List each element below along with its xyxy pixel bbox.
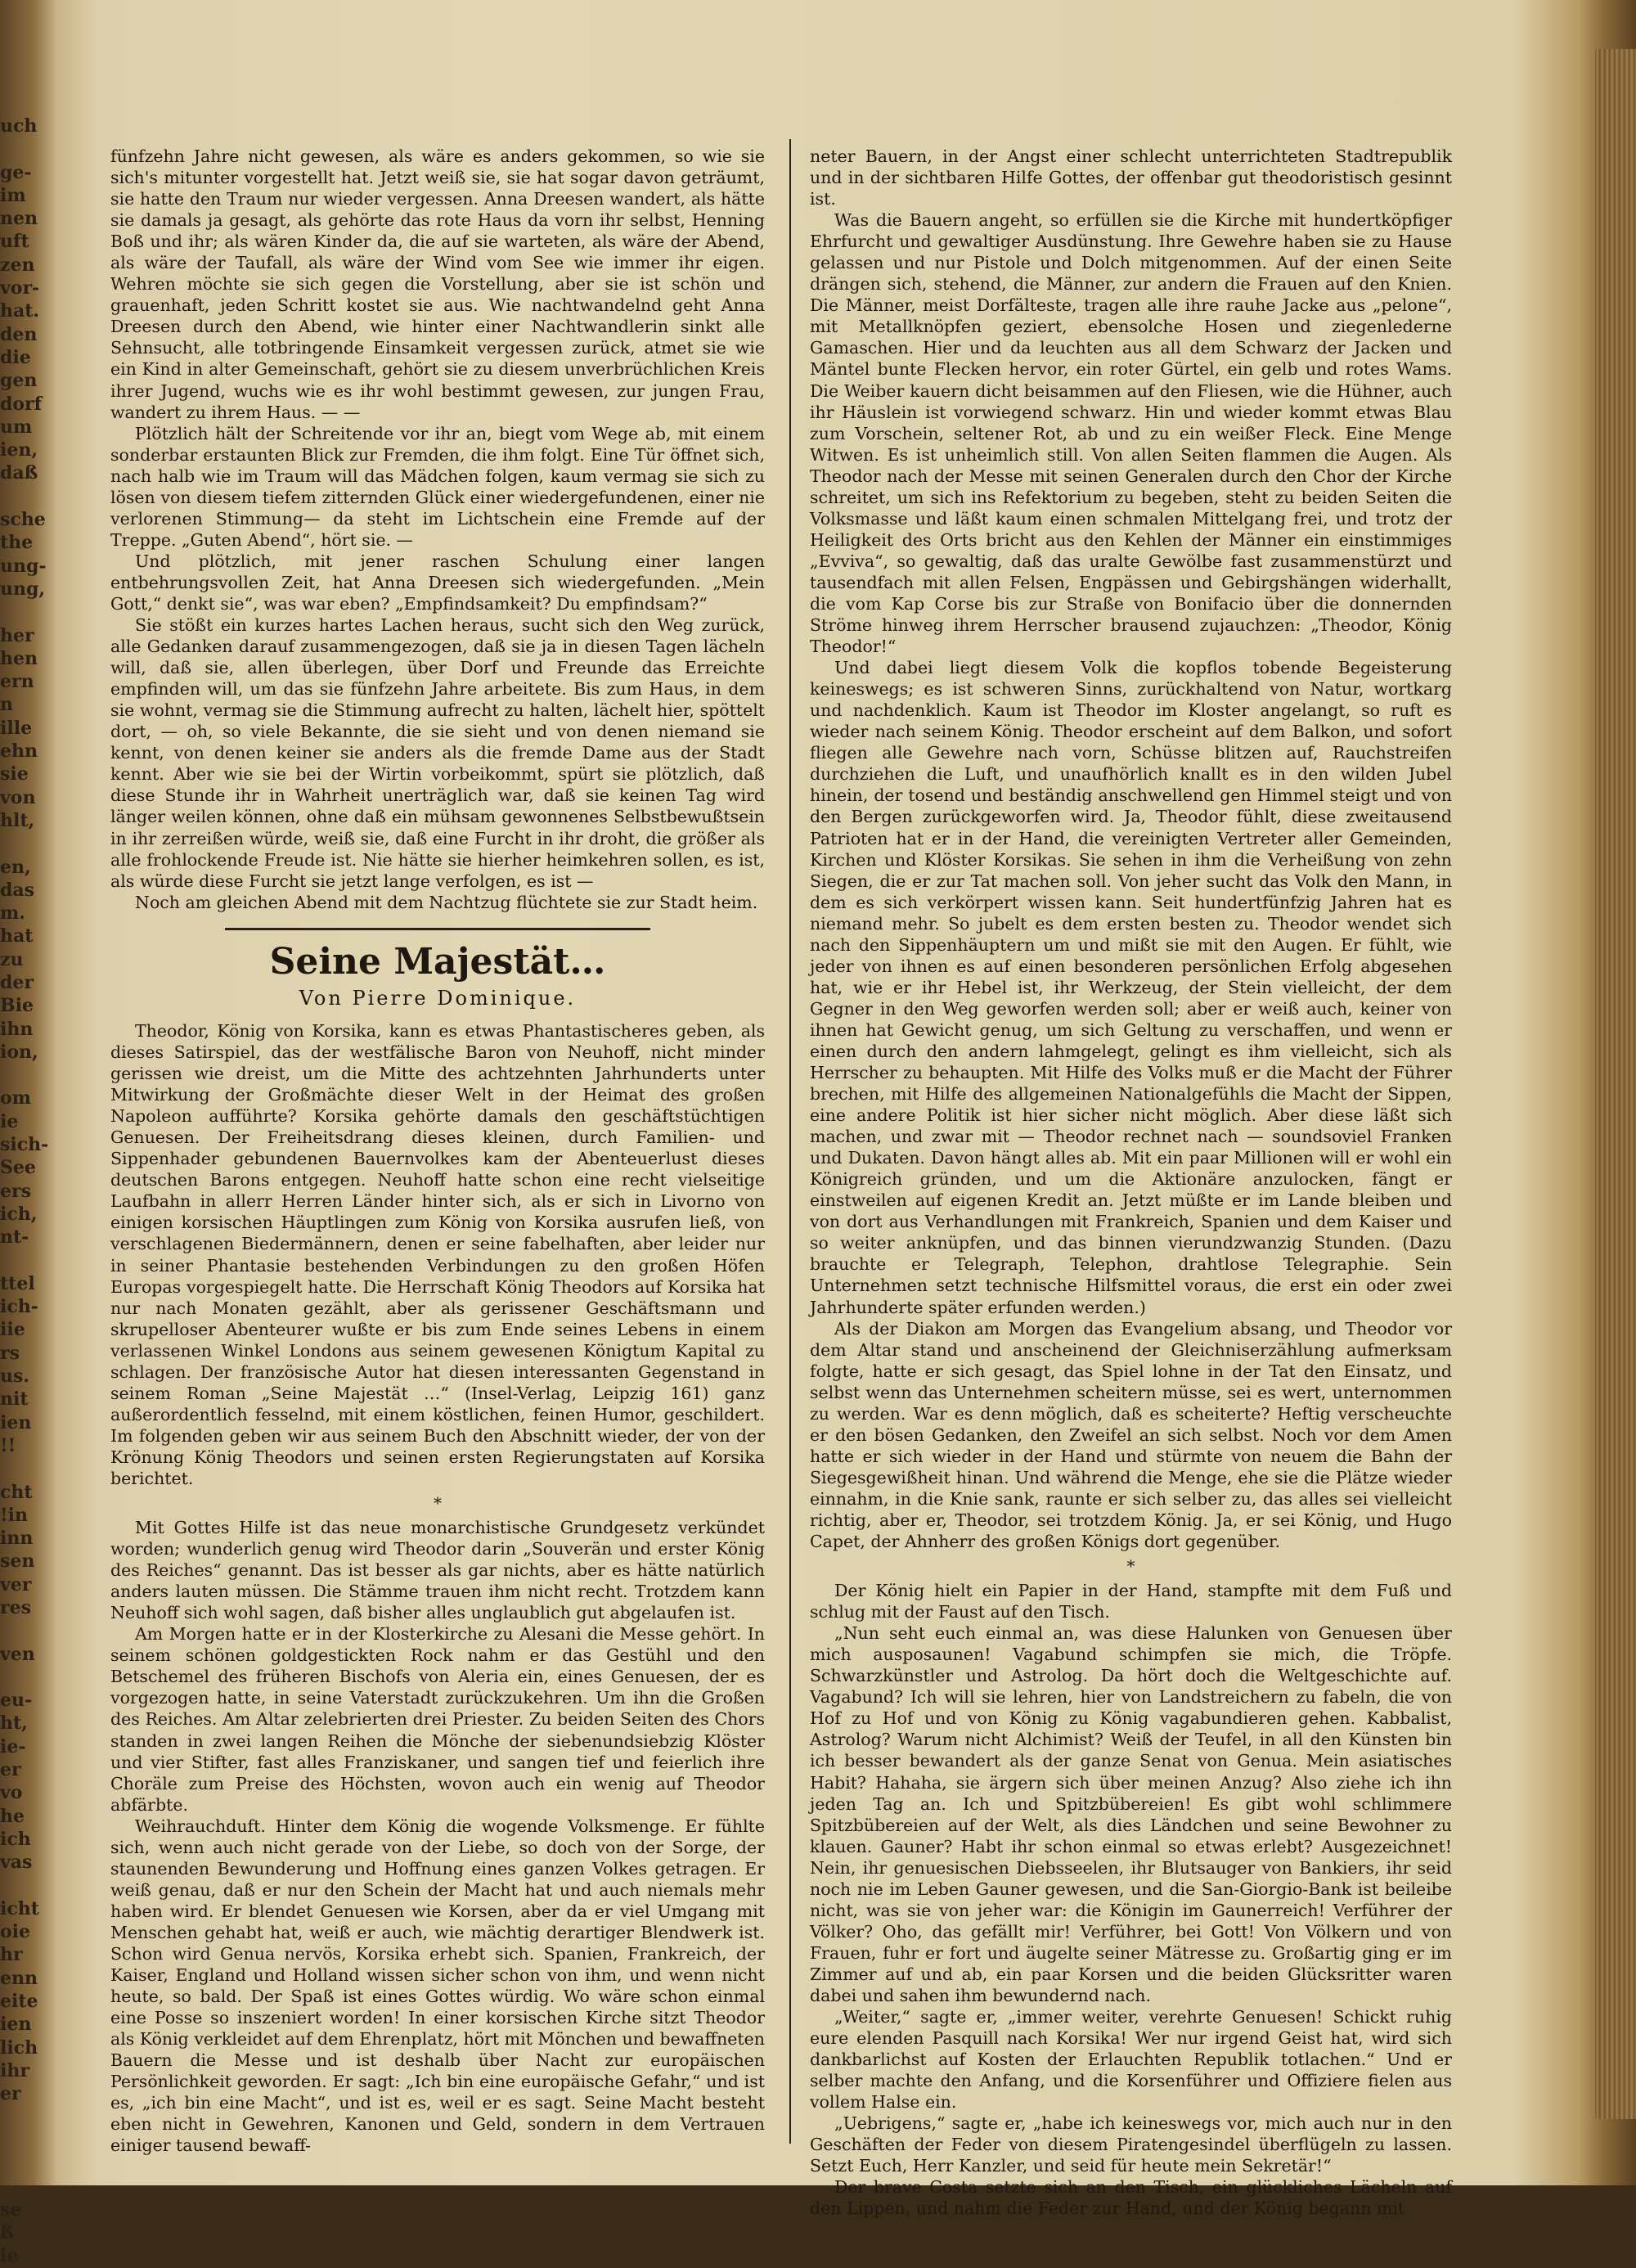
- bleed-fragment: nen: [0, 208, 38, 230]
- bleed-fragment: [0, 1666, 36, 1689]
- bleed-fragment: [0, 1064, 36, 1087]
- bleed-fragment: See: [0, 1157, 36, 1179]
- left-column-article: [110, 907, 765, 2156]
- bleed-fragment: ien: [0, 2014, 32, 2036]
- bleed-fragment: ihr: [0, 2059, 29, 2081]
- paragraph: Der brave Costa setzte sich an den Tisch, ein glückliches Lächeln auf den Lippen, und nahm die Feder zur Hand, und der König begann mit: [810, 2177, 1452, 2219]
- bleed-fragment: von: [0, 786, 36, 808]
- bleed-fragment: ie: [0, 1110, 19, 1132]
- paragraph: Noch am gleichen Abend mit dem Nachtzug flüchtete sie zur Stadt heim.: [135, 892, 758, 912]
- bleed-fragment: zu: [0, 948, 24, 970]
- bleed-fragment: lich: [0, 2036, 38, 2059]
- bleed-fragment: vo: [0, 1782, 23, 1804]
- paragraph: Mit Gottes Hilfe ist das neue monarchistische Grundgesetz verkündet worden; wunderlich genug wird Theodor darin „Souverän und erster König des Reiches“ genannt. Das ist besser als gar nichts, aber es hätte natürlich anders lauten müssen. Die Stämme trauen ihm nicht recht. Trotzdem kann Neuhoff sich wohl sagen, daß bisher alles unglaublich gut abgelaufen ist.: [110, 1518, 765, 1623]
- article-byline: Von Pierre Dominique.: [299, 987, 577, 1010]
- bleed-fragment: [0, 1874, 36, 1897]
- bleed-fragment: vas: [0, 1852, 33, 1874]
- bleed-fragment: ge-: [0, 161, 32, 183]
- paragraph: Und dabei liegt diesem Volk die kopflos tobende Begeisterung keineswegs; es ist schweren Sinns, zurückhaltend von Natur, wortkarg und nachdenklich. Kaum ist Theodor im Kloster angelangt, so ruft es wieder nach seinem König. Theodor erscheint auf dem Balkon, und sofort fliegen alle Gewehre nach vorn, Schüsse blitzen auf, Rauchstreifen durchziehen die Luft, und unaufhörlich knallt es in den wilden Jubel hinein, der tosend und beständig anschwellend gen Himmel steigt und von den Bergen zurückgeworfen wird. Ja, Theodor fühlt, diese zweitausend Patrioten hat er in der Hand, die vereinigten Vertreter aller Gemeinden, Kirchen und Klöster Korsikas. Sie sehen in ihm die Verheißung von zehn Siegen, die er zur Tat machen soll. Von jeher sucht das Volk den Mann, in dem es sich verkörpert wissen kann. Seit hundertfünfzig Jahren hat es niemand mehr. So jubelt es dem ersten besten zu. Theodor wendet sich nach den Sippenhäuptern um und mißt sie mit den Augen. Er fühlt, wie jeder von ihnen es auf einen besonderen persönlichen Erfolg abgesehen hat, wie er ihr Hebel ist, ihr Werkzeug, der Stein vielleicht, der dem Gegner in den Weg geworfen werden soll; aber er weiß auch, keiner von ihnen hat Gewicht genug, um sich Geltung zu verschaffen, und wenn er einen durch den andern lahmgelegt, gelingt es ihm vielleicht, sich als Herrscher zu behaupten. Mit Hilfe des Volks muß er die Macht der Führer brechen, mit Hilfe des allgemeinen Nationalgefühls die Macht der Sippen, eine andere Politik ist hier sicher nicht möglich. Aber diese läßt sich machen, und zwar mit — Theodor rechnet nach — soundsoviel Franken und Dukaten. Davon hängt alles ab. Mit ein paar Millionen will er wohl ein Königreich gründen, und um die Aktionäre anzulocken, fängt er einstweilen auf eigenen Kredit an. Jetzt müßte er im Lande bleiben und von dort aus Verhandlungen mit Frankreich, Spanien und dem Kaiser und so weiter anknüpfen, und das binnen vierundzwanzig Stunden. (Dazu brauchte er Telegraph, Telephon, drahtlose Telegraphie. Sein Unternehmen setzt technische Hilfsmittel voraus, die erst ein oder zwei Jahrhunderte später erfunden werden.): [810, 658, 1452, 1317]
- bleed-fragment: ich: [0, 1828, 31, 1850]
- book-edge: [1595, 49, 1636, 2119]
- bleed-fragment: inn: [0, 1528, 34, 1550]
- article-title: Seine Majestät…: [269, 941, 606, 983]
- left-column-top: [110, 146, 765, 912]
- bleed-fragment: sche: [0, 509, 46, 531]
- bleed-fragment: ven: [0, 1643, 35, 1665]
- bleed-fragment: eite: [0, 1991, 38, 2013]
- section-separator: *: [1126, 1556, 1135, 1577]
- bleed-fragment: er: [0, 2083, 21, 2105]
- adjacent-page-bleed: [0, 115, 49, 2267]
- bleed-fragment: iie: [0, 1319, 25, 1341]
- section-rule: [225, 928, 650, 930]
- bleed-fragment: [0, 485, 36, 508]
- bleed-fragment: hat.: [0, 300, 40, 322]
- bleed-fragment: im: [0, 184, 26, 206]
- bleed-fragment: he: [0, 1805, 25, 1827]
- bleed-fragment: [0, 2152, 36, 2175]
- bleed-fragment: hat: [0, 925, 34, 947]
- bleed-fragment: om: [0, 1087, 31, 1109]
- paragraph: Was die Bauern angeht, so erfüllen sie die Kirche mit hundertköpfiger Ehrfurcht und gewaltiger Ausdünstung. Ihre Gewehre haben sie zu Hause gelassen und nur Pistole und Dolch mitgenommen. Auf der einen Seite drängen sich, stehend, die Männer, zur andern die Frauen auf den Knien. Die Männer, meist Dorfälteste, tragen alle ihre rauhe Jacke aus „pelone“, mit Metallknöpfen geziert, ebensolche Hosen und ziegenlederne Gamaschen. Hier und da leuchten aus all dem Schwarz der Jacken und Mäntel bunte Flecken hervor, ein roter Gürtel, ein gelb und rotes Wams. Die Weiber kauern dicht beisammen auf den Fliesen, wie die Hühner, auch ihr Häuslein ist vorwiegend schwarz. Hin und wieder kommt etwas Blau zum Vorschein, seltener Rot, ab und zu ein weißer Fleck. Eine Menge Witwen. Es ist unheimlich still. Von allen Seiten flammen die Augen. Als Theodor nach der Messe mit seinen Generalen durch den Chor der Kirche schreitet, um sich ins Refektorium zu begeben, steht zu beiden Seiten die Volksmasse und läßt kaum einen schmalen Mittelgang frei, und trotz der Heiligkeit des Orts bricht aus den Kehlen der Männer ein einstimmiges „Evviva“, so gewaltig, daß das uralte Gewölbe fast zusammenstürzt und tausendfach mit allen Felsen, Engpässen und Gebirgshängen widerhallt, die vom Kap Corse bis zur Straße von Bonifacio über die donnernden Ströme hinweg ihrem Herrscher brausend zujauchzen: „Theodor, König Theodor!“: [810, 210, 1452, 657]
- bleed-fragment: ß: [0, 2222, 14, 2244]
- bleed-fragment: eu-: [0, 1690, 33, 1712]
- paragraph: neter Bauern, in der Angst einer schlecht unterrichteten Stadtrepublik und in der sichtbaren Hilfe Gottes, der offenbar gut theodoristisch gesinnt ist.: [810, 146, 1452, 209]
- bleed-fragment: daß: [0, 462, 38, 484]
- section-separator: *: [434, 1493, 442, 1514]
- bleed-fragment: [0, 1619, 36, 1642]
- paragraph: Und plötzlich, mit jener raschen Schulung einer langen entbehrungsvollen Zeit, hat Anna Dreesen sich wiedergefunden. „Mein Gott,“ denkt sie“, was war eben? „Empfindsamkeit? Du empfindsam?“: [110, 551, 765, 614]
- bleed-fragment: er: [0, 1759, 21, 1781]
- paragraph: „Nun seht euch einmal an, was diese Halunken von Genuesen über mich ausposaunen! Vagabund schimpfen sie mich, die Tröpfe. Schwarzkünstler und Astrolog. Da hört doch die Weltgeschichte auf. Vagabund? Ich will sie lehren, hier von Landstreichern zu fabeln, die von Hof zu Hof und von König zu König vagabundieren gehen. Kabbalist, Astrolog? Warum nicht Alchimist? Weiß der Teufel, in all den Künsten bin ich besser bewandert als der ganze Senat von Genua. Mein asiatisches Habit? Hahaha, sie ärgern sich über meinen Anzug? Also ziehe ich ihn jeden Tag an. Ich und Spitzbübereien! Es gibt wohl schlimmere Spitzbübereien auf der Welt, als dies Ländchen und seine Bewohner zu klauen. Gauner? Habt ihr schon einmal so etwas erlebt? Ausgezeichnet! Nein, ihr genuesischen Diebsseelen, ihr Blutsauger von Bankiers, ihr seid noch nie im Leben Gauner gewesen, und die San-Giorgio-Bank ist beileibe nicht, was sie von jeher war: die Königin im Gaunerreich! Verführer der Völker? Oho, das gefällt mir! Verführer, bei Gott! Von Völkern und von Frauen, fuhr er fort und äugelte seiner Mätresse zu. Großartig ging er im Zimmer auf und ab, ein paar Korsen und die beiden Glücksritter waren dabei und sahen ihm bewundernd nach.: [810, 1623, 1452, 2005]
- bleed-fragment: ion,: [0, 1041, 38, 1063]
- bleed-fragment: Bie: [0, 995, 34, 1017]
- paragraph: Am Morgen hatte er in der Klosterkirche zu Alesani die Messe gehört. In seinem schönen goldgestickten Rock nahm er das Gestühl und den Betschemel des früheren Bischofs von Aleria ein, eines Genuesen, der es vorgezogen hatte, in seine Vaterstadt zurückzukehren. Um ihn die Großen des Reiches. Am Altar zelebrierten drei Priester. Zu beiden Seiten des Chors standen in zwei langen Reihen die Mönche der siebenundsiebzig Klöster und vier Stifter, fast alles Franziskaner, und sangen tief und feierlich ihre Choräle zum Preise des Höchsten, wovon auch ein wenig auf Theodor abfärbte.: [110, 1624, 765, 1815]
- paragraph: fünfzehn Jahre nicht gewesen, als wäre es anders gekommen, so wie sie sich's mitunter vorgestellt hat. Jetzt weiß sie, sie hat sogar davon geträumt, sie hatte den Traum nur wieder vergessen. Anna Dreesen wandert, als hätte sie damals ja gesagt, als gehörte das rote Haus da vorn ihr selbst, Henning Boß und ihr; als wären Kinder da, die auf sie warteten, als wäre der Abend, als wäre der Taufall, als wäre der Wind vom See wie immer ihr eigen. Wehren möchte sie sich gegen die Vorstellung, aber sie ist schön und grauenhaft, jeden Schritt kostet sie aus. Wie nachtwandelnd geht Anna Dreesen durch den Abend, wie hinter einer Nachtwandlerin sinkt alle Sehnsucht, alle totbringende Einsamkeit vergessen zurück, atmet sie wie ein Kind in alter Gemeinschaft, gehört sie zu diesem unverbrüchlichen Kreis ihrer Jugend, wuchs wie es ihr wohl bestimmt gewesen, zur jungen Frau, wandert zu ihrem Haus. — —: [110, 146, 765, 422]
- bleed-fragment: uch: [0, 115, 38, 137]
- bleed-fragment: ht,: [0, 1712, 28, 1735]
- bleed-fragment: [0, 2106, 36, 2129]
- bleed-fragment: ien,: [0, 439, 38, 461]
- bleed-fragment: ien: [0, 1411, 32, 1433]
- bleed-fragment: sen: [0, 1550, 35, 1573]
- bleed-fragment: !in: [0, 1504, 29, 1526]
- bleed-fragment: vor-: [0, 277, 40, 299]
- paragraph: Weihrauchduft. Hinter dem König die wogende Volksmenge. Er fühlte sich, wenn auch nicht gerade von der Liebe, so doch von der Sorge, der staunenden Bewunderung und Hoffnung eines ganzen Volkes getragen. Er weiß genau, daß er nur den Schein der Macht hat und auch niemals mehr haben wird. Er blendet Genuesen wie Korsen, aber da er viel Umgang mit Menschen gehabt hat, weiß er auch, wie mächtig derartiger Blendwerk ist. Schon wird Genua nervös, Korsika erhebt sich. Spanien, Frankreich, der Kaiser, England und Holland wissen sicher schon von ihm, und wenn nicht heute, so bald. Der Spaß ist eines Gottes würdig. Wo wäre schon einmal eine Posse so inszeniert worden! In einer korsischen Kirche sitzt Theodor als König verkleidet auf dem Ehrenplatz, hört mit Mönchen und bewaffneten Bauern die Messe und ist deshalb über Nacht zur europäischen Persönlichkeit geworden. Er sagt: „Ich bin eine europäische Gefahr,“ und ist es, „ich bin eine Macht“, und ist es, weil er es sagt. Seine Macht besteht eben nicht in Gewehren, Kanonen und Geld, sondern in dem Vertrauen einiger tausend bewaff-: [110, 1816, 765, 2156]
- bleed-fragment: ie: [0, 2245, 19, 2267]
- bleed-fragment: ich-: [0, 1296, 38, 1318]
- bleed-fragment: rs: [0, 1342, 20, 1364]
- bleed-fragment: sich-: [0, 1134, 49, 1156]
- bleed-fragment: hlt,: [0, 809, 35, 831]
- bleed-fragment: nt-: [0, 1226, 29, 1249]
- bleed-fragment: us.: [0, 1366, 30, 1388]
- bleed-fragment: [0, 601, 36, 623]
- bleed-fragment: cht: [0, 1481, 33, 1503]
- bleed-fragment: nit: [0, 1388, 29, 1411]
- bleed-fragment: ung-: [0, 555, 47, 577]
- bleed-fragment: [0, 137, 36, 160]
- bleed-fragment: ers: [0, 1180, 31, 1202]
- bleed-fragment: icht: [0, 1897, 39, 1919]
- bleed-fragment: n: [0, 694, 13, 716]
- bleed-fragment: ille: [0, 717, 33, 739]
- bleed-fragment: res: [0, 1597, 31, 1618]
- bleed-fragment: hen: [0, 647, 38, 669]
- paragraph: Sie stößt ein kurzes hartes Lachen heraus, sucht sich den Weg zurück, alle Gedanken darauf zusammengezogen, daß sie ja in diesen Tagen lächeln will, daß sie, allen überlegen, über Dorf und Freunde das Erreichte empfinden will, um das sie fünfzehn Jahre arbeitete. Bis zum Haus, in dem sie wohnt, vermag sie die Stimmung aufrecht zu halten, lächelt hier, spöttelt dort, — oh, so viele Bekannte, die sie sieht und von denen niemand sie kennt, von denen keiner sie anders als die fremde Dame aus der Stadt kennt. Aber wie sie bei der Wirtin vorbeikommt, spürt sie plötzlich, daß diese Stunde ihr in Wahrheit unerträglich war, daß sie keinen Tag wird länger weilen können, ohne daß ein mühsam gewonnenes Selbstbewußtsein in ihr zerreißen würde, weiß sie, daß eine Furcht in ihr droht, die größer als alle frohlockende Freude ist. Nie hätte sie hierher heimkehren sollen, es ist, als würde diese Furcht sie jetzt lange verfolgen, es ist —: [110, 615, 765, 891]
- paragraph: „Uebrigens,“ sagte er, „habe ich keineswegs vor, mich auch nur in den Geschäften der Feder von diesem Piratengesindel überflügeln zu lassen. Setzt Euch, Herr Kanzler, und seid für heute mein Sekretär!“: [810, 2113, 1452, 2176]
- bleed-fragment: ttel: [0, 1272, 35, 1294]
- bleed-fragment: enn: [0, 1967, 38, 1989]
- bleed-fragment: den: [0, 323, 38, 345]
- bleed-fragment: the: [0, 532, 34, 554]
- intro-paragraph: Theodor, König von Korsika, kann es etwas Phantastischeres geben, als dieses Satirspiel, das der westfälische Baron von Neuhoff, nicht minder gerissen wie dreist, um die Mitte des achtzehnten Jahrhunderts unter Mitwirkung der Großmächte dieser Welt in der Heimat des großen Napoleon aufführte? Korsika gehörte damals den geschäftstüchtigen Genuesen. Der Freiheitsdrang dieses kleinen, durch Familien- und Sippenhader gebundenen Bauernvolkes kam der Abenteuerlust dieses deutschen Barons entgegen. Neuhoff hatte schon eine recht vielseitige Laufbahn in allerr Herren Länder hinter sich, als er sich in Livorno von einigen korsischen Häuptlingen zum König von Korsika ausrufen ließ, von verschlagenen Biedermännern, denen er seine fabelhaften, aber leider nur in seiner Phantasie bestehenden Verbindungen zu den großen Höfen Europas vorgespiegelt hatte. Die Herrschaft König Theodors auf Korsika hat nur nach Monaten gezählt, aber als gerissener Geschäftsmann und skrupelloser Abenteurer wußte er bis zum Ende seines Lebens in einem verlassenen Winkel Londons aus seinem gewesenen Königtum Kapital zu schlagen. Der französische Autor hat diesen interessanten Gegenstand in seinem Roman „Seine Majestät …“ (Insel-Verlag, Leipzig 161) ganz außerordentlich fesselnd, mit einem köstlichen, feinen Humor, geschildert. Im folgenden geben wir aus seinem Buch den Abschnitt wieder, der von der Krönung König Theodors und seinen ersten Regierungstaten auf Korsika berichtet.: [110, 1021, 765, 1488]
- paragraph: „Weiter,“ sagte er, „immer weiter, verehrte Genuesen! Schickt ruhig eure elenden Pasquill nach Korsika! Wer nur irgend Geist hat, wird sich dankbarlichst auf Kosten der Erlauchten Republik totlachen.“ Und er selber machte den Anfang, und die Korsenführer und Offiziere fielen aus vollem Halse ein.: [810, 2007, 1452, 2113]
- paragraph: Als der Diakon am Morgen das Evangelium absang, und Theodor vor dem Altar stand und anscheinend der Gleichniserzählung aufmerksam folgte, hatte er sich gesagt, das Spiel lohne in der Tat den Einsatz, und selbst wenn das Unternehmen scheitern müsse, sei es wert, unternommen zu werden. War es denn möglich, daß es scheiterte? Heftig verscheuchte er den bösen Gedanken, den Zweifel an sich selbst. Noch vor dem Amen hatte er sich wieder in der Hand und stürmte von neuem die Bahn der Siegesgewißheit hinan. Und während die Menge, ehe sie die Plätze wieder einnahm, in die Knie sank, raunte er sich selber zu, das alles sei vielleicht richtig, aber er, Theodor, sei trotzdem König. Ja, er sei König, und Hugo Capet, der Ahnherr des großen Königs dort gegenüber.: [810, 1318, 1452, 1552]
- bleed-fragment: [0, 2129, 36, 2152]
- bleed-fragment: ich,: [0, 1203, 38, 1225]
- bleed-fragment: [0, 2175, 36, 2198]
- bleed-fragment: ihn: [0, 1018, 34, 1040]
- bleed-fragment: en,: [0, 856, 31, 878]
- bleed-fragment: sie: [0, 763, 29, 785]
- bleed-fragment: [0, 1457, 36, 1480]
- right-column: [810, 146, 1452, 2219]
- paragraph: Plötzlich hält der Schreitende vor ihr an, biegt vom Wege ab, mit einem sonderbar erstaunten Blick zur Fremden, die ihm folgt. Eine Tür öffnet sich, nach halb wie im Traum will das Mädchen folgen, kaum vermag sie sich zu lösen von diesem tiefem zitternden Glück einer wiedergefundenen, einer nie verlorenen Stimmung— da steht im Lichtschein eine Fremde auf der Treppe. „Guten Abend“, hört sie. —: [110, 423, 765, 550]
- column-divider: [789, 139, 791, 2144]
- paragraph: Der König hielt ein Papier in der Hand, stampfte mit dem Fuß und schlug mit der Faust auf den Tisch.: [810, 1581, 1452, 1622]
- bleed-fragment: zen: [0, 254, 35, 276]
- bleed-fragment: dorf: [0, 393, 43, 415]
- bleed-fragment: gen: [0, 370, 38, 392]
- bleed-fragment: !!: [0, 1434, 16, 1456]
- bleed-fragment: das: [0, 879, 35, 901]
- bleed-fragment: hr: [0, 1944, 23, 1966]
- bleed-fragment: uft: [0, 231, 29, 253]
- bleed-fragment: ie-: [0, 1735, 26, 1757]
- bleed-fragment: se: [0, 2198, 22, 2221]
- bleed-fragment: ern: [0, 671, 34, 693]
- bleed-fragment: ung,: [0, 578, 46, 600]
- bleed-fragment: um: [0, 416, 33, 438]
- bleed-fragment: her: [0, 624, 34, 646]
- bleed-fragment: m.: [0, 902, 25, 925]
- bleed-fragment: [0, 832, 36, 855]
- bleed-fragment: [0, 1249, 36, 1272]
- bleed-fragment: der: [0, 971, 34, 993]
- bleed-fragment: die: [0, 346, 31, 368]
- bleed-fragment: ehn: [0, 740, 38, 763]
- bleed-fragment: ver: [0, 1573, 32, 1595]
- bleed-fragment: oie: [0, 1921, 31, 1943]
